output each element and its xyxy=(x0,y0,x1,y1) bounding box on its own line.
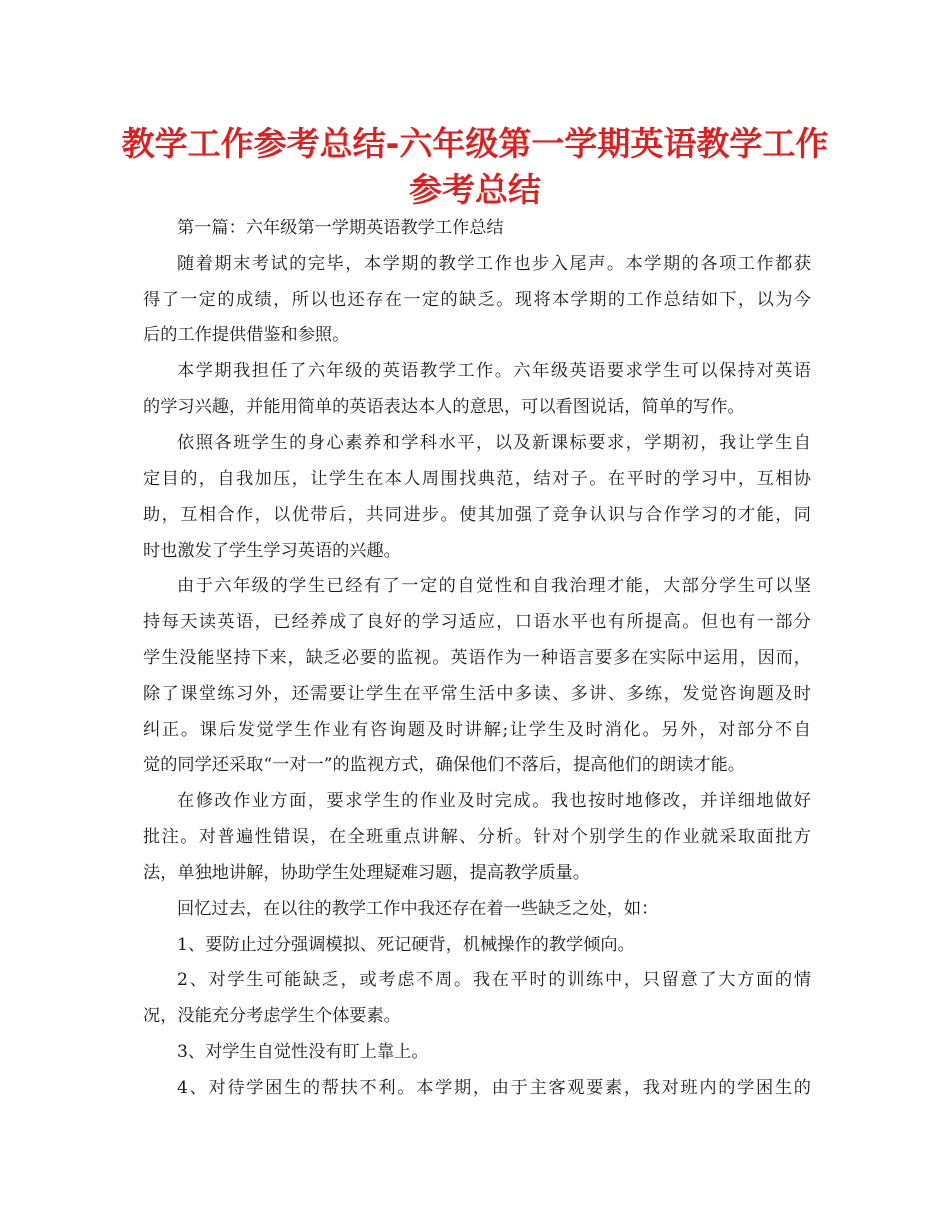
paragraph-line: 后的工作提供借鉴和参照。 xyxy=(143,325,350,345)
list-item: 2、对学生可能缺乏，或考虑不周。我在平时的训练中，只留意了大方面的情 xyxy=(177,970,811,990)
paragraph-line: 在修改作业方面，要求学生的作业及时完成。我也按时地修改，并详细地做好 xyxy=(177,791,811,811)
paragraph-line: 时也激发了学生学习英语的兴趣。 xyxy=(143,541,401,561)
paragraph-line: 依照各班学生的身心素养和学科水平，以及新课标要求，学期初，我让学生自 xyxy=(177,433,811,453)
paragraph-line: 本学期我担任了六年级的英语教学工作。六年级英语要求学生可以保持对英语 xyxy=(177,361,811,381)
paragraph-line: 法，单独地讲解，协助学生处理疑难习题，提高教学质量。 xyxy=(143,863,590,883)
paragraph-line: 由于六年级的学生已经有了一定的自觉性和自我治理才能，大部分学生可以坚 xyxy=(177,576,811,596)
document-title-line-2: 参考总结 xyxy=(409,170,541,209)
list-item: 3、对学生自觉性没有盯上靠上。 xyxy=(177,1042,429,1062)
document-title-line-1: 教学工作参考总结-六年级第一学期英语教学工作 xyxy=(121,124,829,163)
paragraph-line: 得了一定的成绩，所以也还存在一定的缺乏。现将本学期的工作总结如下，以为今 xyxy=(143,290,811,310)
section-heading: 第一篇：六年级第一学期英语教学工作总结 xyxy=(177,218,504,238)
paragraph-line: 助，互相合作，以优带后，共同进步。使其加强了竞争认识与合作学习的才能，同 xyxy=(143,505,811,525)
list-item-continuation: 况，没能充分考虑学生个体要素。 xyxy=(143,1006,401,1026)
paragraph-line: 批注。对普遍性错误，在全班重点讲解、分析。针对个别学生的作业就采取面批方 xyxy=(143,827,811,847)
paragraph-line: 纠正。课后发觉学生作业有咨询题及时讲解;让学生及时消化。另外，对部分不自 xyxy=(143,720,811,740)
paragraph-line: 学生没能坚持下来，缺乏必要的监视。英语作为一种语言要多在实际中运用，因而， xyxy=(143,648,811,668)
list-item: 4、对待学困生的帮扶不利。本学期，由于主客观要素，我对班内的学困生的 xyxy=(177,1078,811,1098)
paragraph-line: 回忆过去，在以往的教学工作中我还存在着一些缺乏之处，如： xyxy=(177,899,659,919)
paragraph-line: 除了课堂练习外，还需要让学生在平常生活中多读、多讲、多练，发觉咨询题及时 xyxy=(143,684,811,704)
paragraph-line: 随着期末考试的完毕，本学期的教学工作也步入尾声。本学期的各项工作都获 xyxy=(177,254,811,274)
paragraph-line: 觉的同学还采取“一对一”的监视方式，确保他们不落后，提高他们的朗读才能。 xyxy=(143,755,745,775)
paragraph-line: 的学习兴趣，并能用简单的英语表达本人的意思，可以看图说话，简单的写作。 xyxy=(143,397,745,417)
paragraph-line: 持每天读英语，已经养成了良好的学习适应，口语水平也有所提高。但也有一部分 xyxy=(143,612,811,632)
paragraph-line: 定目的，自我加压，让学生在本人周围找典范，结对子。在平时的学习中，互相协 xyxy=(143,469,811,489)
list-item: 1、要防止过分强调模拟、死记硬背，机械操作的教学倾向。 xyxy=(177,935,635,955)
